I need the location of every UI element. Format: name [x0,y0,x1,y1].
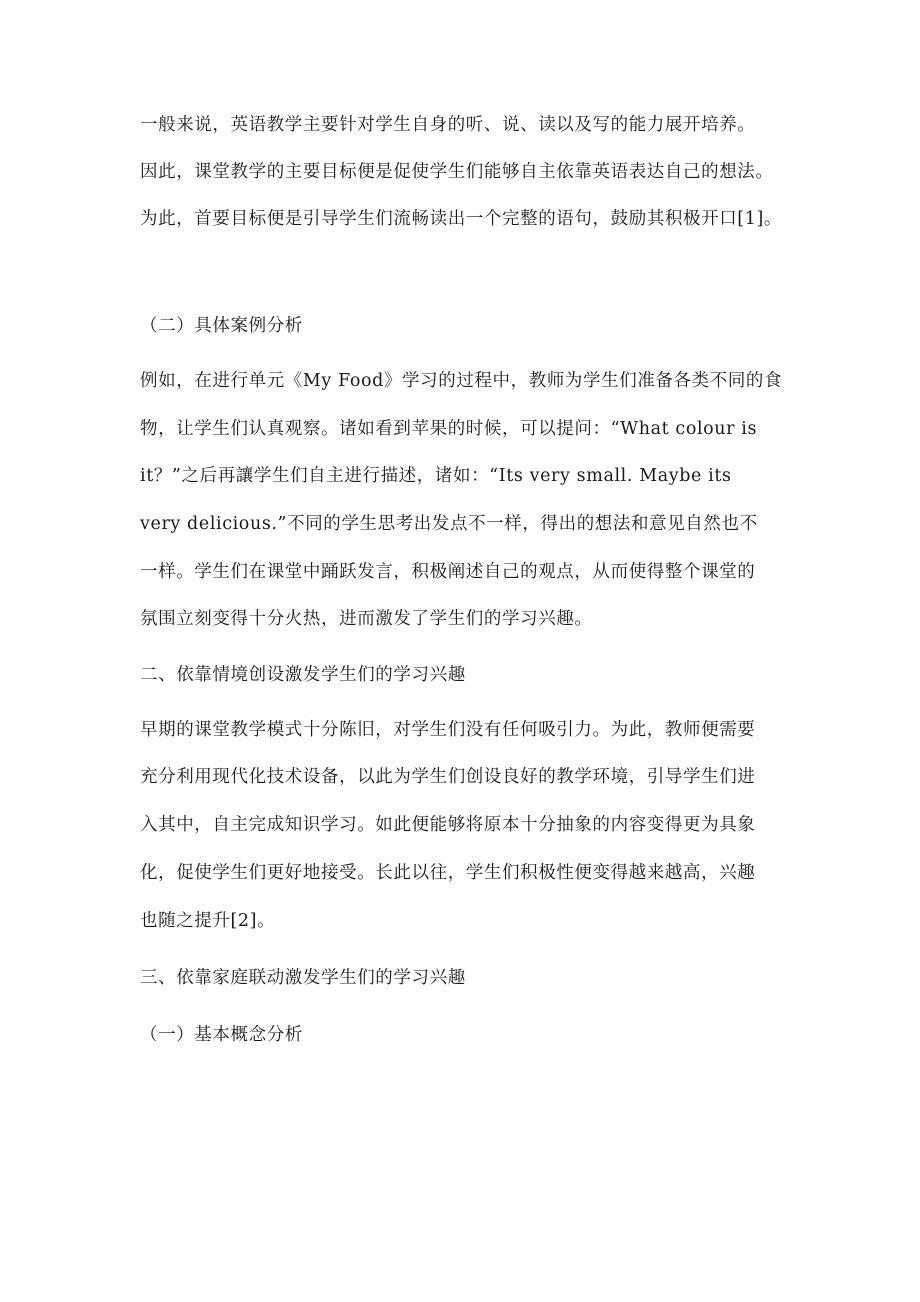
paragraph-line: 因此，课堂教学的主要目标便是促使学生们能够自主依靠英语表达自己的想法。 [140,162,774,182]
paragraph-line: 例如，在进行单元《My Food》学习的过程中，教师为学生们准备各类不同的食 [140,371,783,391]
paragraph-line: 一样。学生们在课堂中踊跃发言，积极阐述自己的观点，从而使得整个课堂的 [140,562,756,582]
paragraph-line: very delicious.”不同的学生思考出发点不一样，得出的想法和意见自然也不 [140,514,758,534]
paragraph-line: 氛围立刻变得十分火热，进而激发了学生们的学习兴趣。 [140,609,593,629]
paragraph-line: 入其中，自主完成知识学习。如此便能够将原本十分抽象的内容变得更为具象 [140,815,756,835]
paragraph-line: 也随之提升[2]。 [140,911,276,931]
paragraph-line: it？”之后再讓学生们自主进行描述，诸如：“Its very small. Maybe its [140,466,732,486]
paragraph-line: 物，让学生们认真观察。诸如看到苹果的时候，可以提问：“What colour is [140,419,758,439]
subheading-concept-analysis: （一）基本概念分析 [140,1025,303,1045]
paragraph-line: 为此，首要目标便是引导学生们流畅读出一个完整的语句，鼓励其积极开口[1]。 [140,209,782,229]
section-heading-3: 三、依靠家庭联动激发学生们的学习兴趣 [140,968,466,988]
section-heading-2: 二、依靠情境创设激发学生们的学习兴趣 [140,665,466,685]
paragraph-line: 化，促使学生们更好地接受。长此以往，学生们积极性便变得越来越高，兴趣 [140,863,756,883]
paragraph-line: 充分利用现代化技术设备，以此为学生们创设良好的教学环境，引导学生们进 [140,767,756,787]
paragraph-line: 一般来说，英语教学主要针对学生自身的听、说、读以及写的能力展开培养。 [140,115,756,135]
paragraph-line: 早期的课堂教学模式十分陈旧，对学生们没有任何吸引力。为此，教师便需要 [140,720,756,740]
subheading-case-analysis: （二）具体案例分析 [140,316,303,336]
